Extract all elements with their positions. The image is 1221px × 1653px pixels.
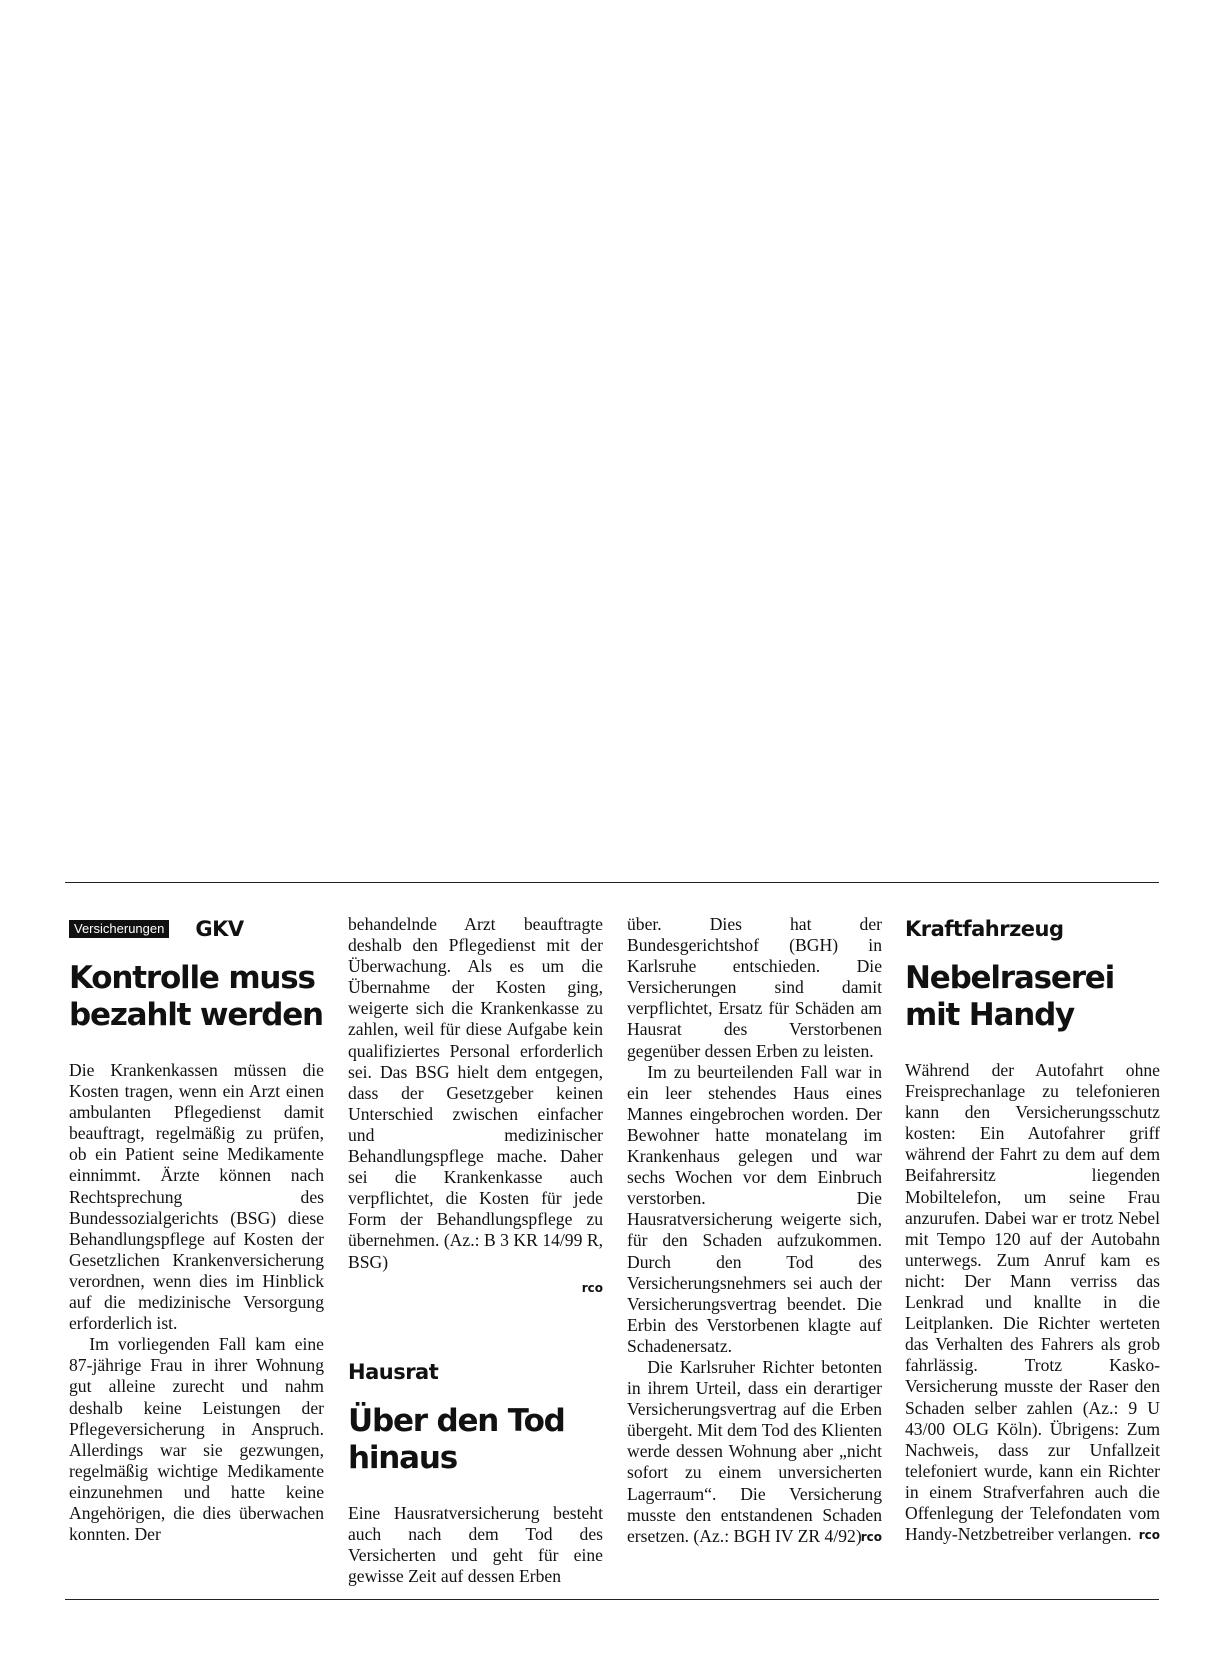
article3-kicker: Kraftfahrzeug — [905, 917, 1064, 941]
article1-paragraph-1: Die Krankenkassen müssen die Kosten tragen, wenn ein Arzt einen ambulanten Pflegedienst damit beauftragt, regelmäßig zu prüfen, ob ein Patient seine Medikamente einnimmt. Ärzte können nach Rechtsprechung des Bundessozialgerichts (BSG) diese Behandlungspflege auf Kosten der Gesetzlichen Krankenversicherung verordnen, wenn dies im Hinblick auf die medizinische Versorgung erforderlich ist. — [69, 1060, 324, 1334]
article2-signature: rco — [860, 1529, 882, 1544]
article3-headline: Nebelraserei mit Handy — [905, 960, 1115, 1033]
bottom-rule — [65, 1599, 1159, 1600]
section-badge: Versicherungen — [69, 920, 169, 938]
article2-paragraph-2: Im zu beurteilenden Fall war in ein leer stehendes Haus eines Mannes eingebrochen worden. Der Bewohner hatte monatelang im Krankenhaus gelegen und war sechs Wochen vor dem Einbruch verstorben. Die Hausratversicherung weigerte sich, für den Schaden aufzukommen. Durch den Tod des Versicherungsnehmers sei auch der Versicherungsvertrag beendet. Die Erbin des Verstorbenen klagte auf Schadenersatz. — [627, 1061, 882, 1356]
article2-body-part1 — [348, 1503, 603, 1587]
article3-signature: rco — [1138, 1528, 1160, 1543]
column-1 — [69, 914, 324, 1545]
column-4 — [905, 914, 1160, 1546]
article1-body-part2 — [348, 914, 603, 1299]
article3-body — [905, 1060, 1160, 1545]
article1-kicker: GKV — [195, 917, 244, 941]
column-2 — [348, 914, 603, 1587]
article2-body-part2 — [627, 914, 882, 1547]
article2-paragraph-1: Eine Hausratversicherung besteht auch nach dem Tod des Versicherten und geht für eine gewisse Zeit auf dessen Erben — [348, 1502, 603, 1586]
top-rule — [65, 882, 1159, 883]
article1-kicker-row — [69, 914, 324, 944]
article1-paragraph-2: Im vorliegenden Fall kam eine 87-jährige Frau in ihrer Wohnung gut alleine zurecht und nahm deshalb keine Leistungen der Pflegeversicherung in Anspruch. Allerdings war sie gezwungen, regelmäßig wichtige Medikamente einzunehmen und hatte keine Angehörigen, die dies überwachen konnten. Der — [69, 1334, 324, 1545]
article2-kicker-row — [348, 1357, 603, 1387]
article2-kicker: Hausrat — [348, 1359, 439, 1384]
article3-kicker-row — [905, 914, 1160, 944]
article1-signature: rco — [581, 1280, 603, 1295]
article1-paragraph-2-cont: behandelnde Arzt beauftragte deshalb den Pflegedienst mit der Überwachung. Als es um die Übernahme der Kosten ging, weigerte sich die Krankenkasse zu zahlen, weil für diese Aufgabe kein qualifiziertes Personal erforderlich sei. Das BSG hielt dem entgegen, dass der Gesetzgeber keinen Unterschied zwischen einfacher und medizinischer Behandlungspflege mache. Daher sei die Krankenkasse auch verpflichtet, die Kosten für jede Form der Behandlungspflege zu übernehmen. (Az.: B 3 KR 14/99 R, BSG) — [348, 914, 603, 1272]
article1-body-part1 — [69, 1060, 324, 1545]
column-3 — [627, 914, 882, 1548]
article2-headline: Über den Tod hinaus — [348, 1402, 565, 1476]
article2-paragraph-3: Die Karlsruher Richter betonten in ihrem Urteil, dass ein derartiger Versicherungsvertrag auf die Erben übergeht. Mit dem Tod des Klienten werde dessen Wohnung aber „nicht sofort zu einem unversicherten Lagerraum“. Die Versicherung musste den entstandenen Schaden ersetzen. (Az.: BGH IV ZR 4/92) — [627, 1356, 882, 1546]
article2-paragraph-1-cont: über. Dies hat der Bundesgerichtshof (BGH) in Karlsruhe entschieden. Die Versicherungen sind damit verpflichtet, Ersatz für Schäden am Hausrat des Verstorbenen gegenüber dessen Erben zu leisten. — [627, 914, 882, 1061]
article3-paragraph-1: Während der Autofahrt ohne Freisprechanlage zu telefonieren kann den Versicherungsschutz kosten: Ein Autofahrer griff während der Fahrt zu dem auf dem Beifahrersitz liegenden Mobiltelefon, um seine Frau anzurufen. Dabei war er trotz Nebel mit Tempo 120 auf der Autobahn unterwegs. Zum Anruf kam es nicht: Der Mann verriss das Lenkrad und knallte in die Leitplanken. Die Richter werteten das Verhalten des Fahrers als grob fahrlässig. Trotz Kasko-Versicherung musste der Raser den Schaden selber zahlen (Az.: 9 U 43/00 OLG Köln). Übrigens: Zum Nachweis, dass zur Unfallzeit telefoniert wurde, kann ein Richter in einem Strafverfahren auch die Offenlegung der Telefondaten vom Handy-Netzbetreiber verlangen. — [905, 1060, 1160, 1545]
article1-headline: Kontrolle muss bezahlt werden — [69, 960, 323, 1033]
